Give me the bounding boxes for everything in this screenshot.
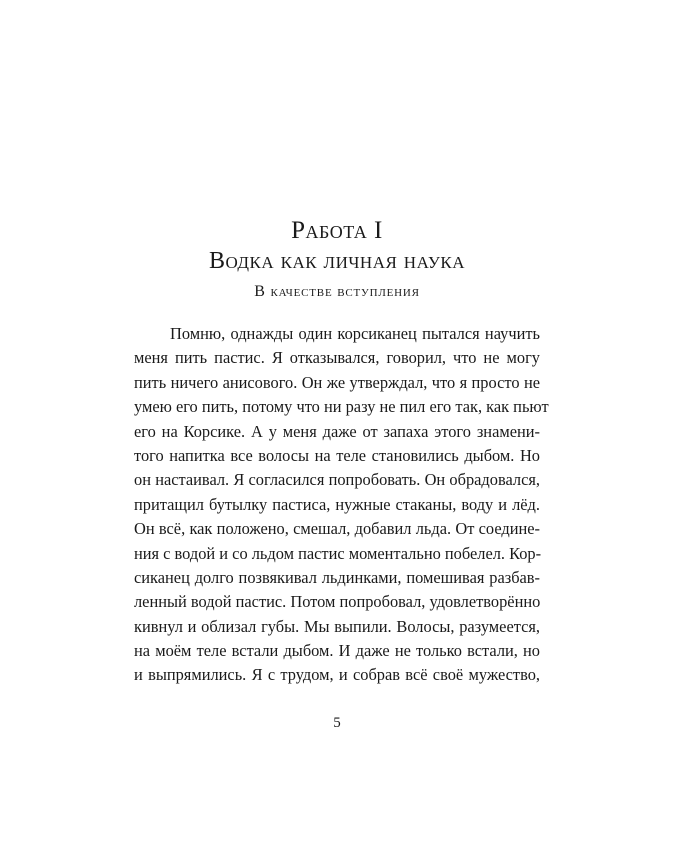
text-line: и выпрямились. Я с трудом, и собрав всё своё мужество, (134, 665, 540, 685)
text-line: он настаивал. Я согласился попробовать. Он обрадовался, (134, 470, 540, 490)
chapter-title: Водка как личная наука (208, 248, 466, 274)
chapter-work-label: Работа I (291, 217, 383, 244)
text-line: ленный водой пастис. Потом попробовал, удовлетворённо (134, 592, 541, 612)
text-line: ния с водой и со льдом пастис моментально побелел. Кор- (134, 543, 542, 563)
text-line: пить ничего анисового. Он же утверждал, что я просто не (134, 372, 540, 392)
text-line: притащил бутылку пастиса, нужные стаканы, воду и лёд. (134, 494, 540, 514)
body-text (134, 322, 549, 688)
text-line: на моём теле встали дыбом. И даже не только встали, но (134, 641, 540, 661)
text-line: Помню, однажды один корсиканец пытался научить (170, 324, 540, 343)
text-line: Он всё, как положено, смешал, добавил льда. От соедине- (134, 519, 540, 539)
text-line: его на Корсике. А у меня даже от запаха этого знамени- (134, 421, 540, 441)
text-line: умею его пить, потому что ни разу не пил его так, как пьют (134, 397, 549, 417)
text-line: меня пить пастис. Я отказывался, говорил, что не могу (134, 348, 540, 368)
text-line: сиканец долго позвякивал льдинками, помешивая разбав- (134, 567, 540, 587)
chapter-subtitle: В качестве вступления (254, 283, 420, 300)
page-number: 5 (333, 715, 341, 731)
text-line: кивнул и облизал губы. Мы выпили. Волосы, разумеется, (134, 616, 540, 636)
text-line: того напитка все волосы на теле становились дыбом. Но (134, 445, 540, 465)
